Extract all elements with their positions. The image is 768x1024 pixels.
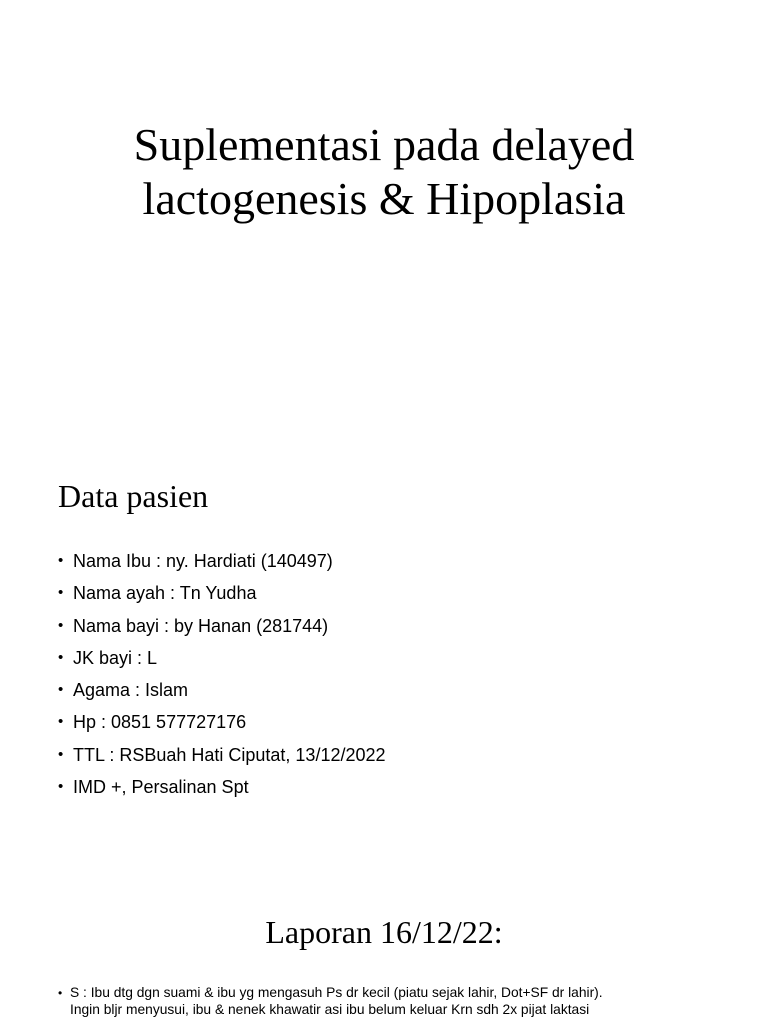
list-item: • Nama Ibu : ny. Hardiati (140497) [58,545,386,577]
bullet-icon: • [58,552,64,569]
list-item: • Nama bayi : by Hanan (281744) [58,610,386,642]
report-title: Laporan 16/12/22: [265,914,503,950]
bullet-icon: • [58,584,64,602]
title-line-2: lactogenesis & Hipoplasia [142,173,626,224]
slide-title-heading [0,118,768,226]
section-title: Data pasien [58,478,209,514]
bullet-icon: • [58,778,64,796]
bullet-icon: • [58,986,63,1000]
title-line-1: Suplementasi pada delayed [133,119,635,170]
list-item: • IMD +, Persalinan Spt [58,771,386,803]
bullet-list [58,545,386,803]
list-item: • Agama : Islam [58,674,386,706]
bullet-icon: • [58,713,64,731]
report-bullet [58,984,698,1018]
slide-report [0,864,768,1024]
list-item: • Hp : 0851 577727176 [58,706,386,738]
report-line-2: Ingin bljr menyusui, ibu & nenek khawatir asi ibu belum keluar Krn sdh 2x pijat laktasi [70,1002,590,1017]
bullet-icon: • [58,648,64,666]
bullet-icon: • [58,745,64,763]
bullet-icon: • [58,616,64,634]
slide-title [0,0,768,432]
list-item: • JK bayi : L [58,642,386,674]
list-item: • Nama ayah : Tn Yudha [58,577,386,609]
bullet-icon: • [58,681,64,699]
report-line-1: S : Ibu dtg dgn suami & ibu yg mengasuh Ps dr kecil (piatu sejak lahir, Dot+SF dr lahir). [70,985,603,1000]
slide-patient-data [0,432,768,864]
list-item: • TTL : RSBuah Hati Ciputat, 13/12/2022 [58,739,386,771]
